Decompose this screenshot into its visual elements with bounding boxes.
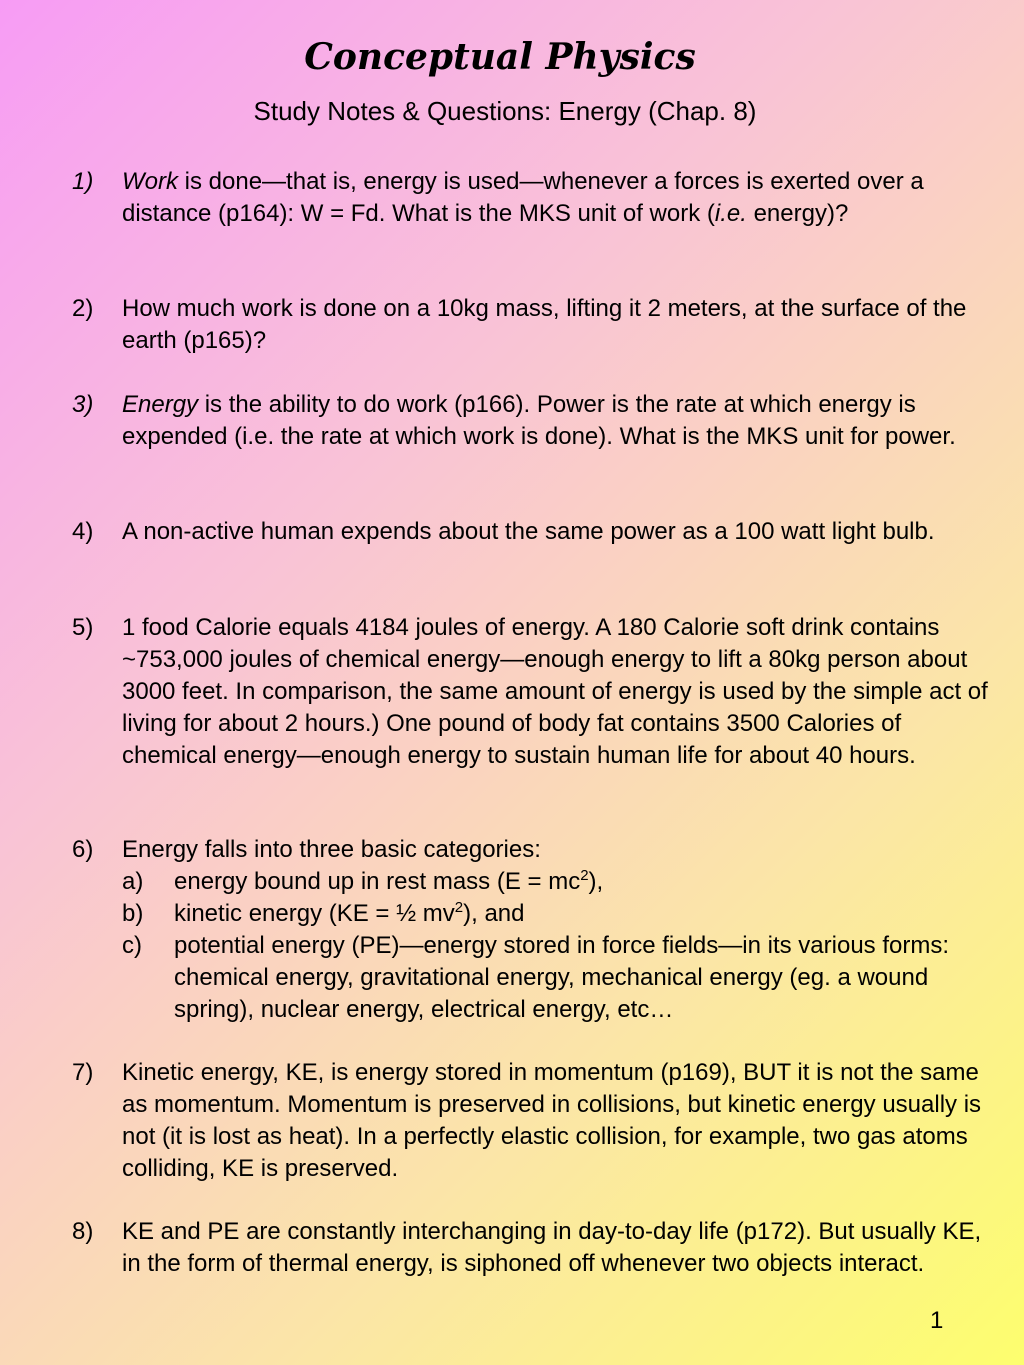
item-text: How much work is done on a 10kg mass, lifting it 2 meters, at the surface of the earth (p165)? [122,295,967,354]
note-item-2 [72,293,992,357]
superscript: 2 [454,899,464,916]
subitem-letter: b) [122,900,144,927]
item-text: 1 food Calorie equals 4184 joules of energy. A 180 Calorie soft drink contains ~753,000 joules of chemical energy—enough energy to lift a 80kg person about 3000 feet. In comparison, the same amount of energy is used by the simple act of living for about 2 hours.) One pound of body fat contains 3500 Calories of chemical energy—enough energy to sustain human life for about 40 hours. [122,614,988,769]
item-number: 2) [72,295,94,322]
note-item-3 [72,389,992,453]
item-text-part: is the ability to do work (p166). Power is the rate at which energy is expended (i.e. the rate at which work is done). What is the MKS unit for power. [122,391,956,450]
item-number: 5) [72,614,94,641]
page-number: 1 [930,1307,944,1334]
subitem-text-part: ), and [463,900,525,927]
page-title: Conceptual Physics [304,36,696,78]
item-number: 4) [72,518,94,545]
subitem-text-part: kinetic energy (KE = ½ mv [174,900,455,927]
subitem-text [174,866,992,898]
item-number: 1) [72,168,94,195]
note-item-1 [72,166,992,230]
item-text [122,166,992,230]
item-number: 3) [72,391,94,418]
superscript: 2 [580,867,589,884]
note-item-8 [72,1216,992,1280]
note-item-7 [72,1057,992,1185]
term-energy: Energy [122,391,199,418]
note-item-4 [72,516,992,548]
item-text [122,389,992,453]
item-number: 6) [72,836,94,863]
item-text-ie: i.e. [714,200,747,227]
item-text: KE and PE are constantly interchanging in day-to-day life (p172). But usually KE, in the form of thermal energy, is siphoned off whenever two objects interact. [122,1218,982,1277]
item-text-lead: Energy falls into three basic categories: [122,836,541,863]
subitem-a [122,866,992,898]
term-work: Work [122,168,178,195]
page-subtitle: Study Notes & Questions: Energy (Chap. 8) [253,96,757,126]
item-number: 7) [72,1059,94,1086]
subitem-b [122,898,992,930]
subitem-c [122,930,992,1026]
subitem-letter: a) [122,868,144,895]
note-item-6 [72,834,992,1026]
subitem-text-part: ), [588,868,604,895]
item-text-part: is done—that is, energy is used—whenever a forces is exerted over a distance (p164): W = Fd. What is the MKS unit of work ( [122,168,924,227]
item-text: Kinetic energy, KE, is energy stored in momentum (p169), BUT it is not the same as momentum. Momentum is preserved in collisions, but kinetic energy usually is not (it is lost as heat). In a perfectly elastic collision, for example, two gas atoms colliding, KE is preserved. [122,1059,982,1182]
item-number: 8) [72,1218,94,1245]
subitem-text: potential energy (PE)—energy stored in force fields—in its various forms: chemical energy, gravitational energy, mechanical energy (eg. a wound spring), nuclear energy, electrical energy, etc… [174,932,949,1023]
subitem-letter: c) [122,932,142,959]
item-text-part: energy)? [746,200,849,227]
subitem-text-part: energy bound up in rest mass (E = mc [174,868,581,895]
item-text [122,834,992,1026]
subitem-text [174,898,992,930]
note-item-5 [72,612,992,772]
item-text: A non-active human expends about the same power as a 100 watt light bulb. [122,518,935,545]
